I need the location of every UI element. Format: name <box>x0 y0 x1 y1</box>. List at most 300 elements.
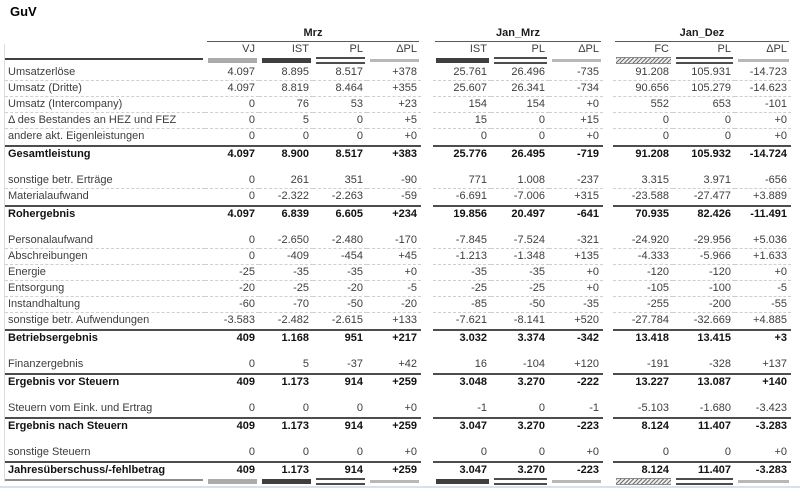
value-cell: -55 <box>735 297 791 313</box>
table-row <box>5 173 791 189</box>
value-cell: 0 <box>302 130 309 142</box>
column-header: PL <box>531 43 545 55</box>
table-row <box>5 265 791 281</box>
value-cell: 3.047 <box>433 417 491 434</box>
value-cell: 771 <box>433 173 491 189</box>
delta-line-marker <box>370 59 419 62</box>
value-cell: -11.491 <box>735 205 791 222</box>
value-cell: 154 <box>491 97 549 113</box>
value-cell: -200 <box>673 297 735 313</box>
forecast-hatched-marker <box>616 478 671 485</box>
value-cell: 70.935 <box>613 205 673 222</box>
value-cell: 105.931 <box>673 65 735 81</box>
value-cell: 6.839 <box>259 205 313 222</box>
value-cell: -29.956 <box>673 233 735 249</box>
value-cell: 914 <box>313 417 367 434</box>
value-cell: 26.341 <box>491 81 549 97</box>
column-header: PL <box>717 43 731 55</box>
value-cell: -100 <box>673 281 735 297</box>
row-label: Instandhaltung <box>5 297 205 313</box>
table-row <box>5 189 791 205</box>
table-row <box>5 281 791 297</box>
spacer-row <box>5 346 791 357</box>
value-cell: 8.517 <box>313 65 367 81</box>
value-cell: -20 <box>205 281 259 297</box>
value-cell: +378 <box>367 65 421 81</box>
value-cell: 0 <box>302 402 309 414</box>
value-cell: -27.477 <box>693 190 731 202</box>
value-cell: -35 <box>259 265 313 281</box>
value-cell: 0 <box>248 358 255 370</box>
value-cell: 261 <box>259 173 313 189</box>
value-cell: 409 <box>205 373 259 390</box>
value-cell: 26.496 <box>491 65 549 81</box>
value-cell: 13.227 <box>613 373 673 390</box>
spacer-row <box>5 434 791 445</box>
value-cell: -223 <box>549 417 603 434</box>
scenario-marker-row <box>5 478 791 486</box>
value-cell: +23 <box>367 97 421 113</box>
value-cell: +520 <box>574 314 599 326</box>
column-header: IST <box>291 43 309 55</box>
table-row <box>5 445 791 461</box>
row-label: Δ des Bestandes an HEZ und FEZ <box>5 113 205 129</box>
value-cell: 0 <box>313 113 367 129</box>
value-cell: -4.333 <box>613 249 673 265</box>
spacer-row <box>5 162 791 173</box>
actual-bar-marker <box>436 58 489 63</box>
row-label: Materialaufwand <box>8 190 89 202</box>
value-cell: -35 <box>491 265 549 281</box>
value-cell: +0 <box>367 265 421 281</box>
value-cell: 0 <box>538 446 545 458</box>
report-title: GuV <box>10 4 37 19</box>
value-cell: +0 <box>735 113 791 129</box>
value-cell: -60 <box>205 297 259 313</box>
value-cell: 25.761 <box>433 65 491 81</box>
value-cell: 0 <box>673 113 735 129</box>
delta-line-marker <box>738 59 789 62</box>
delta-line-marker <box>370 480 419 483</box>
value-cell: 82.426 <box>673 205 735 222</box>
plan-double-line-marker <box>494 478 547 485</box>
table-row <box>5 233 791 249</box>
row-label: Ergebnis nach Steuern <box>5 417 205 434</box>
value-cell: -719 <box>549 145 603 162</box>
value-cell: -25 <box>491 281 549 297</box>
value-cell: +137 <box>762 358 787 370</box>
column-group-header-row <box>5 26 791 42</box>
row-label: Umsatz (Dritte) <box>5 81 205 97</box>
column-header: FC <box>654 43 669 55</box>
value-cell: 552 <box>613 97 673 113</box>
value-cell: 8.900 <box>259 145 313 162</box>
value-cell: 3.270 <box>491 461 549 478</box>
row-label: Steuern vom Eink. und Ertrag <box>8 402 153 414</box>
value-cell: -170 <box>367 233 421 249</box>
value-cell: +0 <box>549 265 603 281</box>
value-cell: 351 <box>313 173 367 189</box>
value-cell: -222 <box>549 373 603 390</box>
value-cell: 0 <box>302 446 309 458</box>
value-cell: -1.680 <box>699 402 731 414</box>
value-cell: 951 <box>313 329 367 346</box>
value-cell: 25.607 <box>433 81 491 97</box>
value-cell: 13.415 <box>673 329 735 346</box>
profit-loss-table <box>5 26 791 486</box>
value-cell: -5.103 <box>637 402 669 414</box>
value-cell: -50 <box>491 297 549 313</box>
value-cell: 0 <box>724 446 731 458</box>
value-cell: +5 <box>367 113 421 129</box>
value-cell: 0 <box>480 130 487 142</box>
value-cell: -3.283 <box>735 461 791 478</box>
actual-bar-marker <box>262 479 311 484</box>
value-cell: -409 <box>259 249 313 265</box>
value-cell: -14.623 <box>735 81 791 97</box>
value-cell: 0 <box>356 130 363 142</box>
value-cell: +135 <box>549 249 603 265</box>
value-cell: 914 <box>313 373 367 390</box>
value-cell: 76 <box>259 97 313 113</box>
plan-double-line-marker <box>676 478 733 485</box>
column-header: ΔPL <box>766 43 787 55</box>
row-label: Finanzergebnis <box>8 358 84 370</box>
value-cell: -2.480 <box>313 233 367 249</box>
row-label: Jahresüberschuss/-fehlbetrag <box>5 461 205 478</box>
value-cell: -328 <box>708 358 731 370</box>
total-row <box>5 145 791 162</box>
value-cell: 53 <box>313 97 367 113</box>
table-row <box>5 297 791 313</box>
row-label: Umsatzerlöse <box>5 65 205 81</box>
table-row <box>5 249 791 265</box>
value-cell: 0 <box>662 130 669 142</box>
value-cell: +0 <box>735 265 791 281</box>
value-cell: -255 <box>613 297 673 313</box>
value-cell: 11.407 <box>673 461 735 478</box>
value-cell: -5 <box>735 281 791 297</box>
value-cell: -14.723 <box>735 65 791 81</box>
value-cell: 0 <box>538 402 545 414</box>
actual-bar-marker <box>262 58 311 63</box>
value-cell: -120 <box>613 265 673 281</box>
value-cell: -6.691 <box>455 190 487 202</box>
value-cell: 105.932 <box>673 145 735 162</box>
value-cell: -25 <box>205 265 259 281</box>
value-cell: 5 <box>302 358 309 370</box>
value-cell: +45 <box>367 249 421 265</box>
value-cell: -321 <box>549 233 603 249</box>
value-cell: -59 <box>401 190 417 202</box>
total-row <box>5 417 791 434</box>
table-row <box>5 97 791 113</box>
value-cell: -7.006 <box>513 190 545 202</box>
row-label: Umsatz (Intercompany) <box>5 97 205 113</box>
value-cell: +133 <box>392 314 417 326</box>
value-cell: 1.173 <box>259 373 313 390</box>
value-cell: +0 <box>586 130 599 142</box>
value-cell: +0 <box>549 281 603 297</box>
value-cell: 16 <box>474 358 487 370</box>
value-cell: -3.423 <box>755 402 787 414</box>
value-cell: -24.920 <box>613 233 673 249</box>
total-row <box>5 461 791 478</box>
value-cell: -735 <box>549 65 603 81</box>
value-cell: 409 <box>205 417 259 434</box>
column-header: VJ <box>242 43 255 55</box>
table-row <box>5 65 791 81</box>
spacer-row <box>5 222 791 233</box>
value-cell: 4.097 <box>205 81 259 97</box>
value-cell: -2.263 <box>331 190 363 202</box>
value-cell: 8.517 <box>313 145 367 162</box>
value-cell: 0 <box>491 113 549 129</box>
row-label: Abschreibungen <box>5 249 205 265</box>
value-cell: +4.885 <box>753 314 787 326</box>
value-cell: +0 <box>404 446 417 458</box>
prior-year-bar-marker <box>208 58 257 63</box>
column-group-header: Jan_Dez <box>615 26 789 42</box>
value-cell: 5 <box>259 113 313 129</box>
value-cell: -5.966 <box>673 249 735 265</box>
prior-year-bar-marker <box>208 479 257 484</box>
value-cell: 0 <box>205 249 259 265</box>
value-cell: +259 <box>367 373 421 390</box>
value-cell: -7.845 <box>433 233 491 249</box>
value-cell: 91.208 <box>613 145 673 162</box>
value-cell: -223 <box>549 461 603 478</box>
value-cell: -2.322 <box>277 190 309 202</box>
value-cell: 3.971 <box>673 173 735 189</box>
value-cell: -70 <box>259 297 313 313</box>
value-cell: 105.279 <box>673 81 735 97</box>
value-cell: 0 <box>205 113 259 129</box>
value-cell: 1.168 <box>259 329 313 346</box>
value-cell: 653 <box>673 97 735 113</box>
plan-double-line-marker <box>316 478 365 485</box>
value-cell: -25 <box>259 281 313 297</box>
value-cell: 0 <box>538 130 545 142</box>
plan-double-line-marker <box>494 57 547 64</box>
column-header: ΔPL <box>578 43 599 55</box>
value-cell: -191 <box>646 358 669 370</box>
value-cell: 13.418 <box>613 329 673 346</box>
value-cell: -1.213 <box>433 249 491 265</box>
value-cell: +5.036 <box>735 233 791 249</box>
total-row <box>5 329 791 346</box>
footer-rule <box>5 479 203 481</box>
value-cell: +0 <box>404 130 417 142</box>
value-cell: +140 <box>735 373 791 390</box>
scenario-marker-row <box>5 57 791 65</box>
plan-double-line-marker <box>316 57 365 64</box>
value-cell: 0 <box>662 446 669 458</box>
value-cell: 1.008 <box>491 173 549 189</box>
value-cell: +15 <box>549 113 603 129</box>
value-cell: 0 <box>205 97 259 113</box>
column-header: PL <box>349 43 363 55</box>
header-rule <box>5 58 203 60</box>
value-cell: 1.173 <box>259 461 313 478</box>
value-cell: -8.141 <box>513 314 545 326</box>
column-group-header: Jan_Mrz <box>435 26 601 42</box>
value-cell: -734 <box>549 81 603 97</box>
value-cell: 409 <box>205 329 259 346</box>
value-cell: -23.588 <box>631 190 669 202</box>
value-cell: +120 <box>574 358 599 370</box>
value-cell: 13.087 <box>673 373 735 390</box>
row-label: Rohergebnis <box>5 205 205 222</box>
delta-line-marker <box>552 480 601 483</box>
value-cell: -120 <box>673 265 735 281</box>
column-header-row <box>5 42 791 57</box>
value-cell: -50 <box>313 297 367 313</box>
value-cell: 0 <box>356 402 363 414</box>
row-label: andere akt. Eigenleistungen <box>8 130 145 142</box>
value-cell: -32.669 <box>693 314 731 326</box>
value-cell: 3.270 <box>491 417 549 434</box>
value-cell: -105 <box>613 281 673 297</box>
value-cell: -342 <box>549 329 603 346</box>
value-cell: +0 <box>774 130 787 142</box>
value-cell: +234 <box>367 205 421 222</box>
value-cell: 3.315 <box>613 173 673 189</box>
value-cell: -5 <box>367 281 421 297</box>
value-cell: 8.124 <box>613 461 673 478</box>
row-label: Gesamtleistung <box>5 145 205 162</box>
value-cell: 8.464 <box>313 81 367 97</box>
value-cell: -37 <box>347 358 363 370</box>
table-row <box>5 81 791 97</box>
value-cell: 0 <box>248 446 255 458</box>
value-cell: -656 <box>735 173 791 189</box>
value-cell: +217 <box>367 329 421 346</box>
value-cell: 8.895 <box>259 65 313 81</box>
value-cell: 0 <box>356 446 363 458</box>
delta-line-marker <box>552 59 601 62</box>
value-cell: -3.283 <box>735 417 791 434</box>
row-label: sonstige betr. Erträge <box>5 173 205 189</box>
value-cell: +3 <box>735 329 791 346</box>
value-cell: 3.270 <box>491 373 549 390</box>
value-cell: 15 <box>433 113 491 129</box>
value-cell: 3.048 <box>433 373 491 390</box>
value-cell: -1.348 <box>491 249 549 265</box>
value-cell: +0 <box>404 402 417 414</box>
value-cell: -7.621 <box>455 314 487 326</box>
table-row <box>5 113 791 129</box>
value-cell: -7.524 <box>491 233 549 249</box>
spacer-row <box>5 390 791 401</box>
value-cell: +315 <box>574 190 599 202</box>
value-cell: 154 <box>433 97 491 113</box>
row-label: Betriebsergebnis <box>5 329 205 346</box>
value-cell: -20 <box>313 281 367 297</box>
value-cell: 0 <box>248 402 255 414</box>
value-cell: +3.889 <box>753 190 787 202</box>
value-cell: +355 <box>367 81 421 97</box>
value-cell: 0 <box>205 233 259 249</box>
value-cell: +42 <box>398 358 417 370</box>
value-cell: -101 <box>735 97 791 113</box>
table-row <box>5 401 791 417</box>
value-cell: 4.097 <box>205 65 259 81</box>
plan-double-line-marker <box>676 57 733 64</box>
value-cell: 4.097 <box>205 145 259 162</box>
value-cell: 90.656 <box>613 81 673 97</box>
value-cell: 4.097 <box>205 205 259 222</box>
value-cell: -2.650 <box>259 233 313 249</box>
value-cell: 26.495 <box>491 145 549 162</box>
value-cell: 91.208 <box>613 65 673 81</box>
value-cell: -641 <box>549 205 603 222</box>
value-cell: 0 <box>480 446 487 458</box>
value-cell: 3.374 <box>491 329 549 346</box>
value-cell: -25 <box>433 281 491 297</box>
value-cell: -2.482 <box>277 314 309 326</box>
row-label: Energie <box>5 265 205 281</box>
value-cell: 3.047 <box>433 461 491 478</box>
value-cell: 1.173 <box>259 417 313 434</box>
table-row <box>5 313 791 329</box>
value-cell: 914 <box>313 461 367 478</box>
actual-bar-marker <box>436 479 489 484</box>
value-cell: +383 <box>367 145 421 162</box>
value-cell: 6.605 <box>313 205 367 222</box>
value-cell: 0 <box>724 130 731 142</box>
value-cell: 11.407 <box>673 417 735 434</box>
value-cell: -237 <box>549 173 603 189</box>
value-cell: +0 <box>549 97 603 113</box>
value-cell: -1 <box>589 402 599 414</box>
value-cell: 8.819 <box>259 81 313 97</box>
forecast-hatched-marker <box>616 57 671 64</box>
value-cell: -2.615 <box>331 314 363 326</box>
table-row <box>5 129 791 145</box>
value-cell: +1.633 <box>735 249 791 265</box>
page-bottom-edge-line <box>0 486 800 488</box>
value-cell: 8.124 <box>613 417 673 434</box>
column-header: IST <box>469 43 487 55</box>
value-cell: -20 <box>367 297 421 313</box>
value-cell: 0 <box>248 190 255 202</box>
value-cell: -1 <box>477 402 487 414</box>
value-cell: 19.856 <box>433 205 491 222</box>
value-cell: +259 <box>367 461 421 478</box>
value-cell: -35 <box>313 265 367 281</box>
value-cell: -90 <box>367 173 421 189</box>
row-label: sonstige betr. Aufwendungen <box>8 314 150 326</box>
value-cell: -104 <box>522 358 545 370</box>
value-cell: -35 <box>549 297 603 313</box>
row-label: Personalaufwand <box>5 233 205 249</box>
value-cell: +0 <box>586 446 599 458</box>
value-cell: 0 <box>248 130 255 142</box>
row-label: sonstige Steuern <box>8 446 91 458</box>
value-cell: 3.032 <box>433 329 491 346</box>
value-cell: -35 <box>433 265 491 281</box>
column-group-header: Mrz <box>207 26 419 42</box>
value-cell: +259 <box>367 417 421 434</box>
row-label: Ergebnis vor Steuern <box>5 373 205 390</box>
column-header: ΔPL <box>396 43 417 55</box>
value-cell: -14.724 <box>735 145 791 162</box>
table-row <box>5 357 791 373</box>
value-cell: -3.583 <box>223 314 255 326</box>
value-cell: -85 <box>433 297 491 313</box>
value-cell: 20.497 <box>491 205 549 222</box>
